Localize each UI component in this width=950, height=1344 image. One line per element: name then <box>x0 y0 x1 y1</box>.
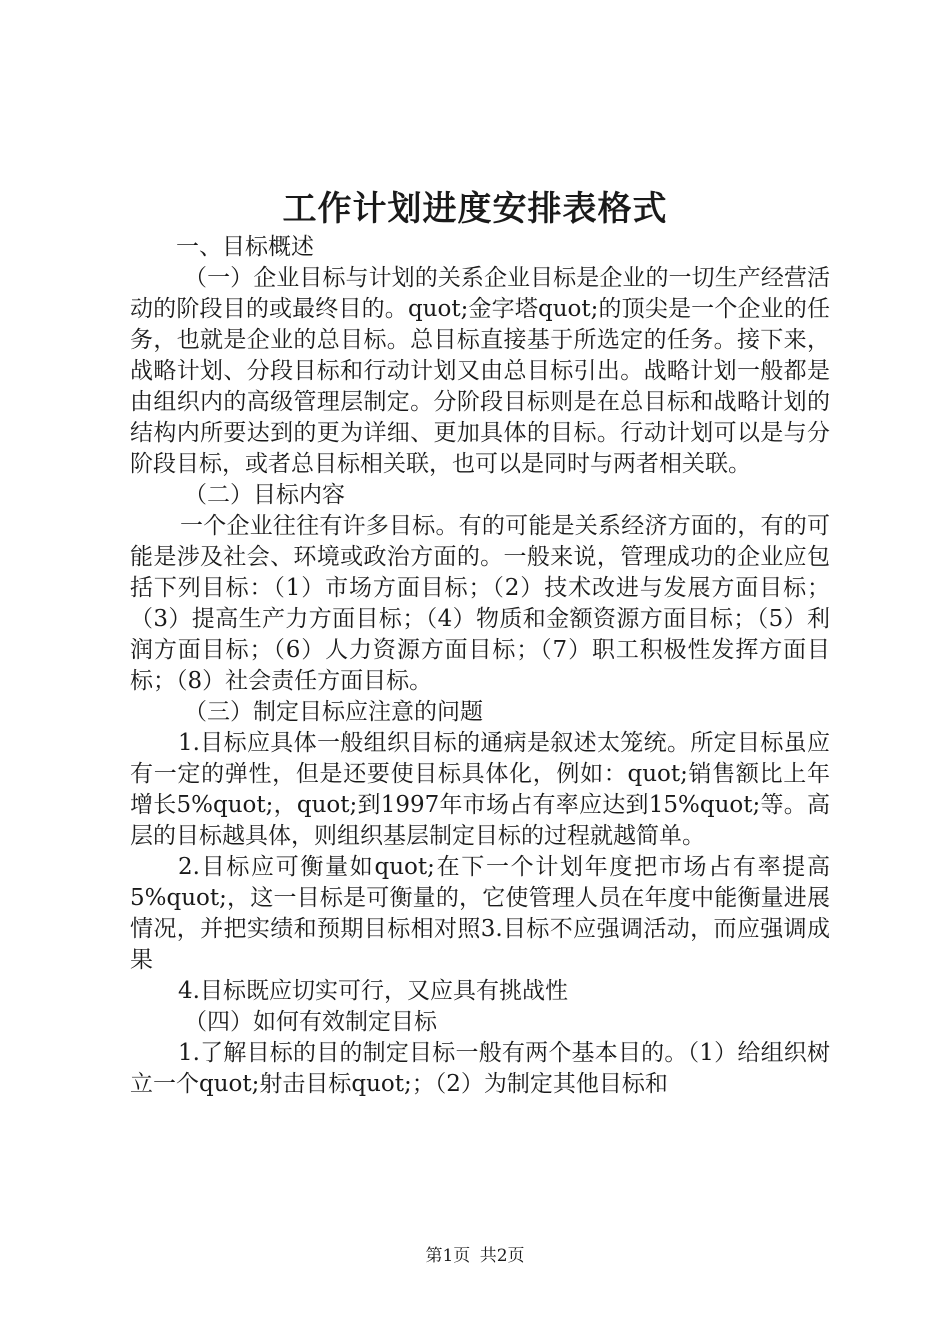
paragraph-goal-content: 一个企业往往有许多目标。有的可能是关系经济方面的，有的可能是涉及社会、环境或政治方面的。一般来说，管理成功的企业应包括下列目标：（1）市场方面目标；（2）技术改进与发展方面目标；（3）提高生产力方面目标；（4）物质和金额资源方面目标；（5）利润方面目标；（6）人力资源方面目标；（7）职工积极性发挥方面目标；（8）社会责任方面目标。 <box>130 513 830 694</box>
paragraph-point-4: 4.目标既应切实可行，又应具有挑战性 <box>178 978 568 1004</box>
paragraph-goal-plan-relation: （一）企业目标与计划的关系企业目标是企业的一切生产经营活动的阶段目的或最终目的。quot;金字塔quot;的顶尖是一个企业的任务，也就是企业的总目标。总目标直接基于所选定的任务。接下来，战略计划、分段目标和行动计划又由总目标引出。战略计划一般都是由组织内的高级管理层制定。分阶段目标则是在总目标和战略计划的结构内所要达到的更为详细、更加具体的目标。行动计划可以是与分阶段目标，或者总目标相关联，也可以是同时与两者相关联。 <box>130 265 830 477</box>
subheading-effective-goals: （四）如何有效制定目标 <box>184 1009 437 1035</box>
heading-overview: 一、目标概述 <box>176 234 314 260</box>
paragraph-understand-purpose: 1.了解目标的目的制定目标一般有两个基本目的。（1）给组织树立一个quot;射击目标quot;；（2）为制定其他目标和 <box>130 1040 830 1097</box>
paragraph-point-2: 2.目标应可衡量如quot;在下一个计划年度把市场占有率提高5%quot;，这一目标是可衡量的，它使管理人员在年度中能衡量进展情况，并把实绩和预期目标相对照3.目标不应强调活动，而应强调成果 <box>130 854 830 973</box>
document-body <box>130 232 830 1100</box>
subheading-goal-issues: （三）制定目标应注意的问题 <box>184 699 483 725</box>
page-number: 第1页 <box>425 1246 471 1266</box>
document-title: 工作计划进度安排表格式 <box>282 189 668 229</box>
paragraph-point-1: 1.目标应具体一般组织目标的通病是叙述太笼统。所定目标虽应有一定的弹性，但是还要使目标具体化，例如：quot;销售额比上年增长5%quot;，quot;到1997年市场占有率应达到15%quot;等。高层的目标越具体，则组织基层制定目标的过程就越简单。 <box>130 730 830 849</box>
page-footer <box>0 1244 950 1268</box>
page-total: 共2页 <box>479 1246 525 1266</box>
subheading-goal-content: （二）目标内容 <box>184 482 345 508</box>
